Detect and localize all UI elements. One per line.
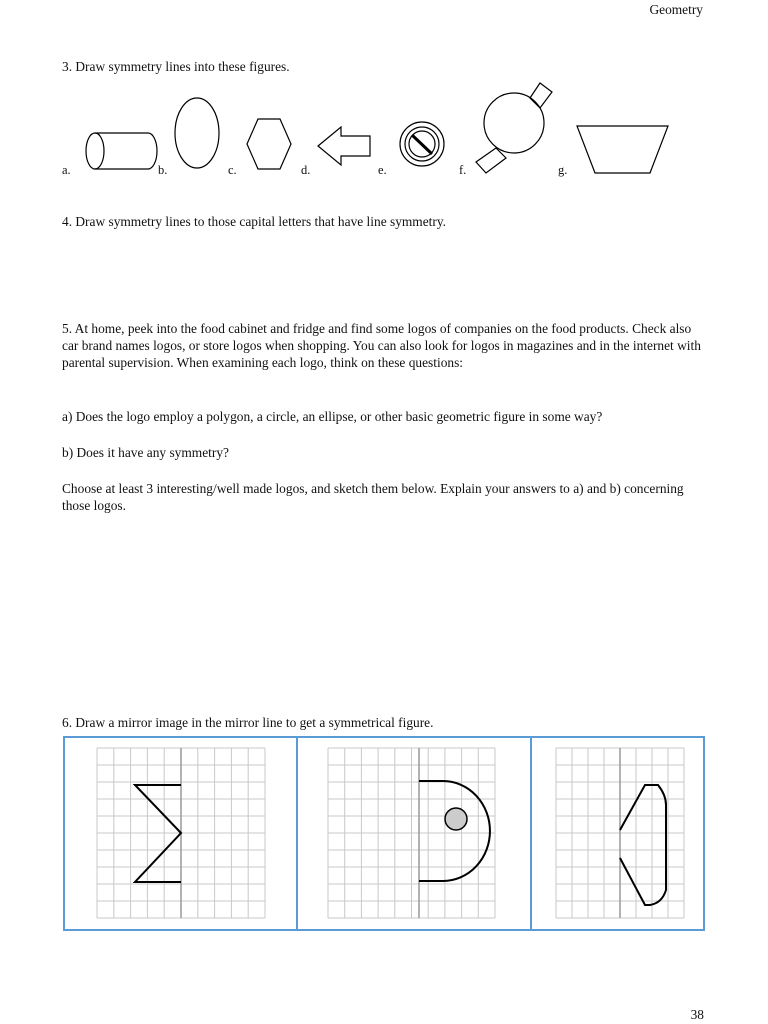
grid-3 <box>556 748 684 918</box>
figure-label-c: c. <box>228 163 237 177</box>
question-4-text: 4. Draw symmetry lines to those capital letters that have line symmetry. <box>62 214 447 229</box>
question-5-part-b: b) Does it have any symmetry? <box>62 445 229 460</box>
figure-label-f: f. <box>459 163 467 177</box>
figure-label-g: g. <box>558 163 568 177</box>
grid-1 <box>97 748 265 918</box>
grid-2 <box>328 748 495 918</box>
page-header-subject: Geometry <box>649 2 703 17</box>
shape-half-circle <box>419 781 490 881</box>
shape-dot <box>445 808 467 830</box>
page-number: 38 <box>690 1007 704 1022</box>
question-3-text: 3. Draw symmetry lines into these figures. <box>62 59 290 74</box>
figure-label-b: b. <box>158 163 168 177</box>
question-5-intro: 5. At home, peek into the food cabinet and fridge and find some logos of companies on the food products. Check also car brand names logos, or store logos when shopping. You can also look for logos in magazines and in the internet with parental supervision. When examining each logo, think on these questions: <box>62 321 701 370</box>
shape-half-hexagon <box>620 785 666 905</box>
figure-label-e: e. <box>378 163 387 177</box>
figure-label-d: d. <box>301 163 311 177</box>
figure-label-a: a. <box>62 163 71 177</box>
question-5-part-a: a) Does the logo employ a polygon, a circle, an ellipse, or other basic geometric figure in some way? <box>62 409 603 424</box>
question-5-instructions: Choose at least 3 interesting/well made logos, and sketch them below. Explain your answers to a) and b) concerning those logos. <box>62 481 684 513</box>
question-6-text: 6. Draw a mirror image in the mirror line to get a symmetrical figure. <box>62 715 434 730</box>
